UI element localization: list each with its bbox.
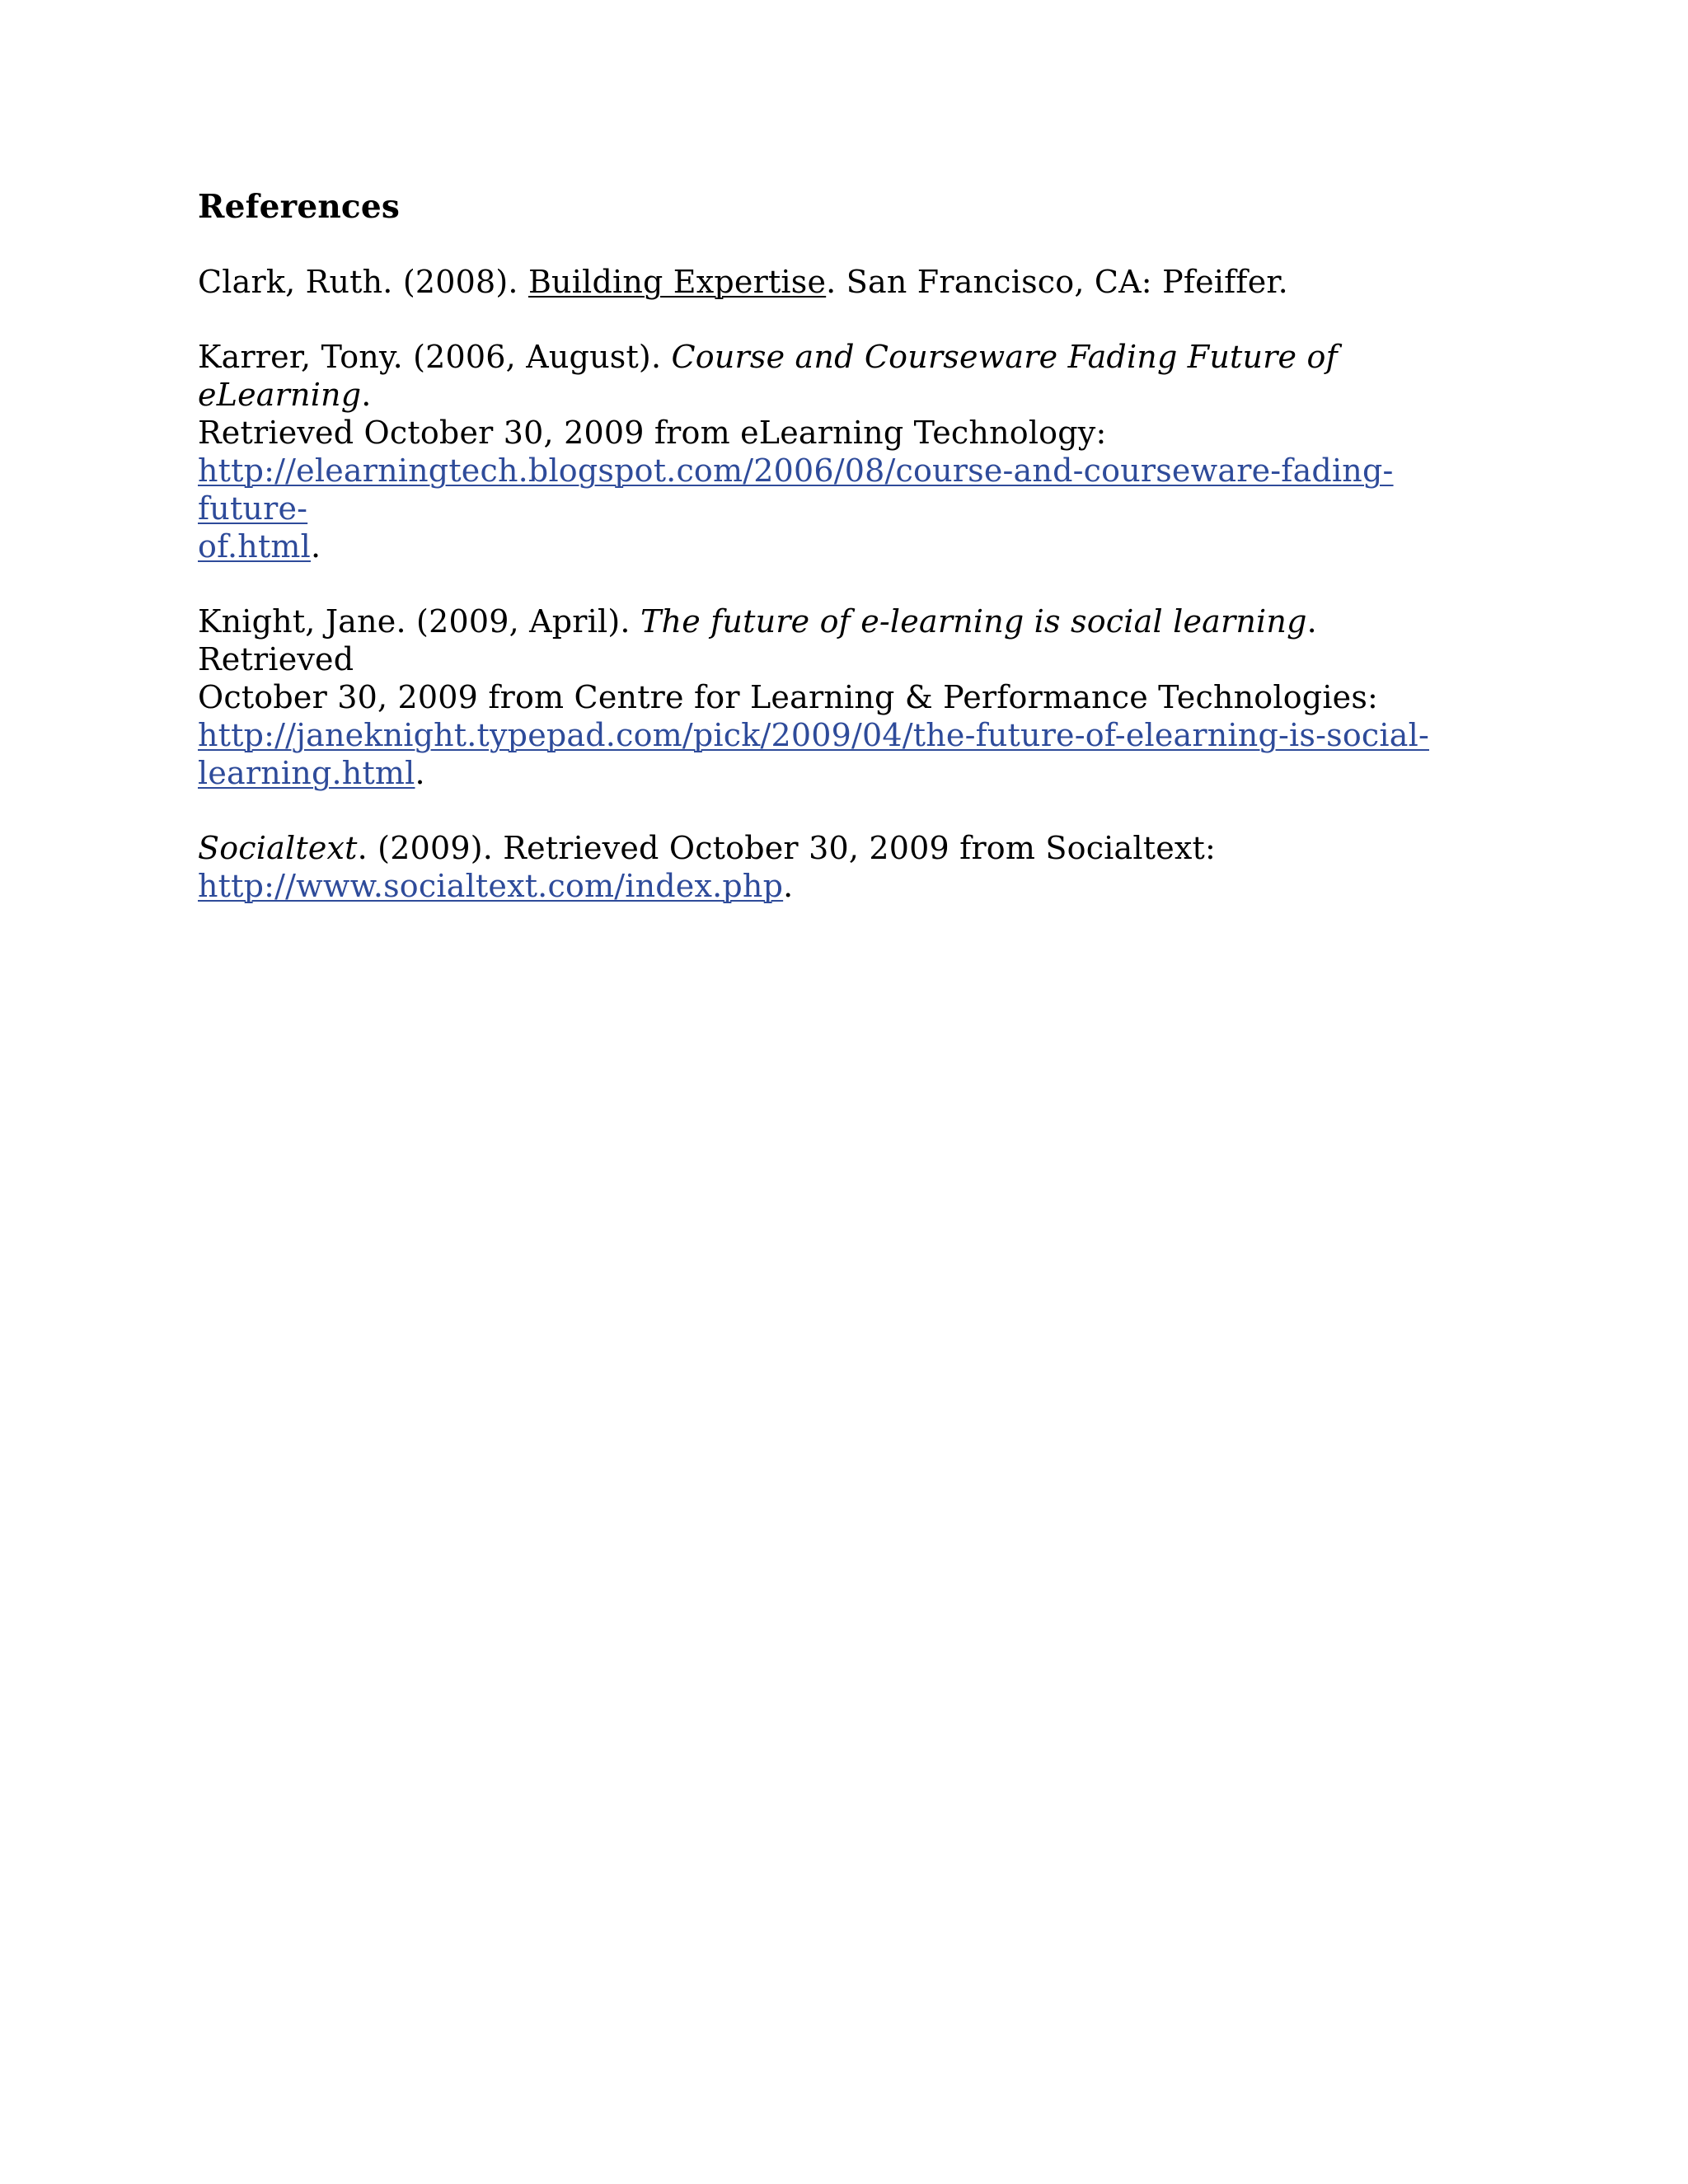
reference-karrer-url-line2-wrap — [198, 527, 1451, 565]
reference-socialtext-url-wrap — [198, 867, 1451, 905]
reference-socialtext-link[interactable]: http://www.socialtext.com/index.php — [198, 868, 784, 904]
reference-karrer-author: Karrer, Tony. (2006, August). — [198, 339, 672, 375]
reference-socialtext-title: Socialtext — [198, 830, 358, 866]
reference-knight-title: The future of e-learning is social learning — [640, 603, 1307, 640]
reference-knight-author: Knight, Jane. (2009, April). — [198, 603, 640, 640]
reference-knight-retrieved: October 30, 2009 from Centre for Learning & Performance Technologies: — [198, 679, 1379, 715]
reference-knight-url-line2-wrap — [198, 754, 1451, 792]
reference-knight-link-cont[interactable]: learning.html — [198, 755, 415, 791]
reference-knight — [198, 602, 1451, 792]
reference-knight-url-line1 — [198, 716, 1451, 754]
references-heading: References — [198, 188, 401, 226]
reference-karrer-end: . — [311, 528, 321, 565]
reference-knight-link[interactable]: http://janeknight.typepad.com/pick/2009/04/the-future-of-elearning-is-social- — [198, 717, 1429, 753]
reference-socialtext-end: . — [783, 868, 794, 904]
reference-karrer-url-line1 — [198, 452, 1451, 527]
reference-clark — [198, 263, 1451, 301]
reference-karrer — [198, 338, 1451, 565]
references-section — [198, 188, 1451, 942]
reference-karrer-link[interactable]: http://elearningtech.blogspot.com/2006/08/course-and-courseware-fading-future- — [198, 452, 1394, 527]
reference-socialtext-rest: . (2009). Retrieved October 30, 2009 from Socialtext: — [357, 830, 1217, 866]
reference-knight-end: . — [415, 755, 425, 791]
reference-socialtext — [198, 829, 1451, 905]
reference-clark-title: Building Expertise — [528, 264, 827, 300]
reference-clark-author: Clark, Ruth. (2008). — [198, 264, 528, 300]
reference-karrer-retrieved: Retrieved October 30, 2009 from eLearning Technology: — [198, 415, 1107, 451]
reference-karrer-link-cont[interactable]: of.html — [198, 528, 311, 565]
reference-clark-rest: . San Francisco, CA: Pfeiffer. — [826, 264, 1288, 300]
reference-karrer-rest: . — [361, 377, 372, 413]
reference-knight-rest: . Retrieved — [198, 603, 1317, 677]
reference-karrer-title: Course and Courseware Fading Future of eLearning — [198, 339, 1338, 413]
